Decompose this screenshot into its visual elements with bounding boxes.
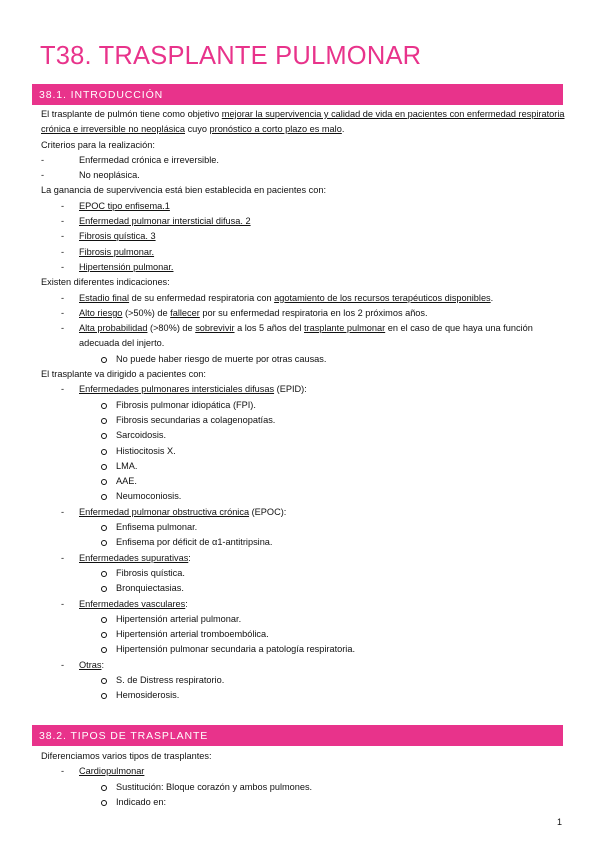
- circle-bullet-icon: [101, 647, 107, 653]
- underlined-text: agotamiento de los recursos terapéuticos disponibles: [274, 292, 491, 303]
- dash-bullet: -: [61, 216, 65, 227]
- underlined-text: pronóstico a corto plazo es malo: [209, 124, 342, 135]
- dirigido-label: El trasplante va dirigido a pacientes con:: [41, 369, 206, 380]
- list-item-text: Enfermedad crónica e irreversible.: [79, 154, 219, 165]
- criterios-label: Criterios para la realización:: [41, 139, 155, 150]
- list-item-text: Neumoconiosis.: [116, 491, 182, 502]
- circle-bullet-icon: [101, 632, 107, 638]
- underlined-text: fallecer: [170, 307, 200, 318]
- group-header: [41, 382, 566, 397]
- dash-bullet: -: [61, 246, 65, 257]
- list-item-text: Sarcoidosis.: [116, 430, 167, 441]
- list-item-text: AAE.: [116, 476, 137, 487]
- dash-bullet: -: [61, 231, 65, 242]
- list-item-text: Enfisema pulmonar.: [116, 522, 198, 533]
- dash-bullet: -: [61, 598, 65, 609]
- text-run: :: [185, 598, 188, 609]
- list-item-text: Fibrosis quística. 3: [79, 231, 156, 242]
- text-run: cuyo: [185, 124, 210, 135]
- dash-bullet: -: [61, 307, 65, 318]
- list-item-text: Bronquiectasias.: [116, 583, 184, 594]
- sub-list-item: [41, 642, 566, 657]
- circle-bullet-icon: [101, 403, 107, 409]
- sub-list-item: [41, 535, 566, 550]
- group-header: [41, 505, 566, 520]
- sub-list-item: [41, 688, 566, 703]
- circle-bullet-icon: [101, 586, 107, 592]
- list-item-text: Fibrosis quística.: [116, 567, 185, 578]
- dash-bullet: -: [41, 170, 45, 181]
- list-item-text: Hemosiderosis.: [116, 690, 180, 701]
- list-item-text: Hipertensión arterial pulmonar.: [116, 613, 242, 624]
- underlined-text: mejorar la supervivencia y calidad de vida en pacientes con enfermedad respiratoria crónica e irreversible no neoplásica: [41, 109, 565, 135]
- circle-bullet-icon: [101, 494, 107, 500]
- list-item-text: Fibrosis pulmonar.: [79, 246, 155, 257]
- list-item: [41, 291, 566, 306]
- sub-list-item: [41, 566, 566, 581]
- underlined-text: trasplante pulmonar: [303, 323, 386, 334]
- list-item-text: Hipertensión arterial tromboembólica.: [116, 629, 269, 640]
- list-item-text: S. de Distress respiratorio.: [116, 674, 225, 685]
- list-item-text: Fibrosis secundarias a colagenopatías.: [116, 414, 276, 425]
- group-header: [41, 597, 566, 612]
- sub-list-item: [41, 413, 566, 428]
- list-item: [41, 153, 566, 168]
- sub-list-item: [41, 489, 566, 504]
- list-item-text: Hipertensión pulmonar.: [79, 261, 174, 272]
- list-item: [41, 260, 566, 275]
- dash-bullet: -: [61, 323, 65, 334]
- text-run: El trasplante de pulmón tiene como objetivo: [41, 109, 222, 119]
- indicaciones-label: Existen diferentes indicaciones:: [41, 277, 170, 288]
- sub-list-item: [41, 520, 566, 535]
- text-run: (EPID):: [274, 384, 307, 395]
- sub-list-item: [41, 428, 566, 443]
- circle-bullet-icon: [101, 571, 107, 577]
- list-item-text: Indicado en:: [116, 796, 167, 807]
- text-run: (>50%) de: [122, 307, 171, 318]
- text-run: (>80%) de: [147, 323, 196, 334]
- sub-list-item: [41, 673, 566, 688]
- dash-bullet: -: [61, 766, 65, 777]
- underlined-text: Estadio final: [79, 292, 130, 303]
- section-body-tipos: [41, 749, 566, 810]
- sub-list-item: [41, 612, 566, 627]
- list-item: [41, 306, 566, 321]
- circle-bullet-icon: [101, 525, 107, 531]
- circle-bullet-icon: [101, 449, 107, 455]
- underlined-text: Enfermedades supurativas: [79, 552, 189, 563]
- circle-bullet-icon: [101, 418, 107, 424]
- dash-bullet: -: [41, 154, 45, 165]
- text-run: por su enfermedad respiratoria en los 2 próximos años.: [199, 307, 428, 318]
- sub-list-item: [41, 474, 566, 489]
- text-run: :: [101, 659, 105, 670]
- underlined-text: Alta probabilidad: [79, 323, 148, 334]
- dash-bullet: -: [61, 384, 65, 395]
- circle-bullet-icon: [101, 464, 107, 470]
- sub-list-item: [41, 398, 566, 413]
- sub-list-item: [41, 627, 566, 642]
- sub-list-item: [41, 444, 566, 459]
- list-item: [41, 168, 566, 183]
- underlined-text: Otras: [79, 659, 102, 670]
- circle-bullet-icon: [101, 540, 107, 546]
- section-header-introduccion: 38.1. INTRODUCCIÓN: [32, 84, 563, 105]
- section-header-tipos: 38.2. TIPOS DE TRASPLANTE: [32, 725, 563, 746]
- circle-bullet-icon: [101, 357, 107, 363]
- list-item-text: Fibrosis pulmonar idiopática (FPI).: [116, 399, 256, 410]
- underlined-text: Enfermedades vasculares: [79, 598, 186, 609]
- circle-bullet-icon: [101, 678, 107, 684]
- dash-bullet: -: [61, 200, 65, 211]
- sub-list-item: [41, 352, 566, 367]
- list-item: [41, 321, 566, 336]
- underlined-text: Alto riesgo: [79, 307, 123, 318]
- list-item-text: Enfermedad pulmonar intersticial difusa. 2: [79, 216, 251, 227]
- text-run: en el caso de que haya una función: [385, 323, 533, 334]
- group-header: [41, 764, 566, 779]
- list-item-continuation: adecuada del injerto.: [79, 338, 165, 349]
- text-run: :: [188, 552, 191, 563]
- text-run: a los 5 años del: [234, 323, 304, 334]
- page-number: 1: [557, 817, 563, 827]
- intro-paragraph: [41, 107, 566, 138]
- sub-list-item: [41, 459, 566, 474]
- list-item-text: Enfisema por déficit de α1-antitripsina.: [116, 537, 273, 548]
- circle-bullet-icon: [101, 693, 107, 699]
- list-item-text: LMA.: [116, 460, 138, 471]
- dash-bullet: -: [61, 506, 65, 517]
- group-header: [41, 551, 566, 566]
- text-run: .: [490, 292, 494, 303]
- page-title: T38. TRASPLANTE PULMONAR: [40, 42, 422, 70]
- list-item: [41, 199, 566, 214]
- list-item-text: EPOC tipo enfisema.1: [79, 200, 170, 211]
- underlined-text: Enfermedad pulmonar obstructiva crónica: [79, 506, 250, 517]
- circle-bullet-icon: [101, 800, 107, 806]
- list-item: [41, 245, 566, 260]
- circle-bullet-icon: [101, 479, 107, 485]
- circle-bullet-icon: [101, 617, 107, 623]
- section-body-introduccion: [41, 107, 566, 704]
- dash-bullet: -: [61, 552, 65, 563]
- dash-bullet: -: [61, 659, 65, 670]
- circle-bullet-icon: [101, 785, 107, 791]
- list-item-text: Hipertensión pulmonar secundaria a patología respiratoria.: [116, 644, 356, 655]
- text-run: .: [341, 124, 345, 135]
- sub-list-item: [41, 581, 566, 596]
- dash-bullet: -: [61, 261, 65, 272]
- ganancia-label: La ganancia de supervivencia está bien establecida en pacientes con:: [41, 185, 327, 196]
- list-item: [41, 229, 566, 244]
- list-item-text: No neoplásica.: [79, 170, 140, 181]
- list-item-text: Sustitución: Bloque corazón y ambos pulmones.: [116, 781, 313, 792]
- list-item: [41, 214, 566, 229]
- text-run: (EPOC):: [249, 506, 287, 517]
- underlined-text: Cardiopulmonar: [79, 766, 145, 777]
- group-header: [41, 658, 566, 673]
- underlined-text: Enfermedades pulmonares intersticiales difusas: [79, 384, 275, 395]
- sub-list-item: [41, 795, 566, 810]
- list-item-text: Histiocitosis X.: [116, 445, 176, 456]
- dash-bullet: -: [61, 292, 65, 303]
- sub-list-item: [41, 780, 566, 795]
- text-run: de su enfermedad respiratoria con: [129, 292, 275, 303]
- tipos-label: Diferenciamos varios tipos de trasplantes:: [41, 751, 212, 761]
- circle-bullet-icon: [101, 433, 107, 439]
- list-item-text: No puede haber riesgo de muerte por otras causas.: [116, 353, 327, 364]
- underlined-text: sobrevivir: [195, 323, 235, 334]
